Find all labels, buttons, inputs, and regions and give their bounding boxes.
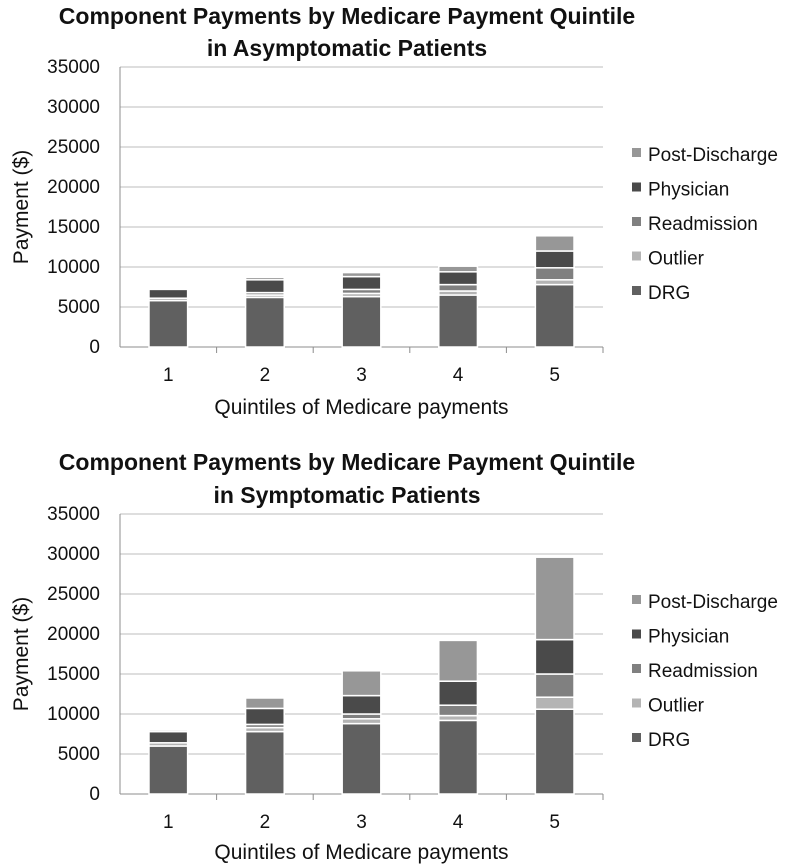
bar-segment-physician [246,708,285,724]
y-tick-label: 25000 [47,137,100,158]
y-tick-label: 5000 [57,744,100,765]
legend-label: Post-Discharge [648,145,778,166]
bar-segment-physician [149,289,188,298]
legend-label: Post-Discharge [648,592,778,613]
legend-swatch [632,664,641,673]
bar-segment-drg [342,724,381,794]
legend-swatch [632,286,641,295]
y-tick-label: 20000 [47,624,100,645]
x-tick-label: 2 [259,365,271,386]
x-axis-label: Quintiles of Medicare payments [214,841,509,864]
bar-segment-physician [535,640,574,674]
bar-segment-post-discharge [439,266,478,272]
bar-segment-drg [439,720,478,794]
bar-segment-physician [439,272,478,285]
bar-segment-post-discharge [342,671,381,696]
chart-title-line: in Symptomatic Patients [213,482,481,508]
legend-label: Physician [648,626,730,648]
bar-segment-outlier [535,697,574,709]
bar-segment-post-discharge [535,236,574,251]
x-tick-label: 1 [163,365,174,386]
bar-segment-post-discharge [246,698,285,708]
bar-segment-post-discharge [342,273,381,277]
legend-label: DRG [648,283,691,304]
bar-segment-readmission [439,285,478,291]
bar-segment-drg [246,732,285,794]
bar-segment-drg [246,297,285,347]
bar-segment-drg [149,301,188,347]
chart-title-line: Component Payments by Medicare Payment Quintile [58,449,636,475]
bar-segment-physician [342,696,381,714]
bar-segment-post-discharge [535,557,574,639]
x-tick-label: 2 [259,812,271,833]
y-tick-label: 10000 [47,704,100,725]
x-tick-label: 3 [356,812,367,833]
y-tick-label: 10000 [47,257,100,278]
y-tick-label: 35000 [47,504,100,525]
bar-segment-post-discharge [439,640,478,681]
y-tick-label: 0 [89,337,100,358]
x-tick-label: 4 [452,365,464,386]
bar-segment-post-discharge [246,277,285,279]
legend-swatch [632,630,641,639]
x-tick-label: 4 [452,812,464,833]
bar-segment-physician [246,280,285,293]
y-axis-label: Payment ($) [10,149,33,265]
legend-swatch [632,595,641,604]
legend-swatch [632,699,641,708]
y-tick-label: 15000 [47,217,100,238]
legend-swatch [632,217,641,226]
legend-label: Readmission [648,214,758,235]
bar-segment-physician [342,277,381,290]
bar-segment-drg [149,746,188,794]
symptomatic-chart [10,449,778,864]
y-tick-label: 35000 [47,57,100,78]
x-tick-label: 3 [356,365,367,386]
legend-label: Physician [648,179,730,201]
legend-label: Outlier [648,695,704,717]
bar-segment-physician [535,251,574,268]
bar-segment-drg [439,295,478,347]
bar-segment-readmission [535,674,574,697]
bar-segment-readmission [439,705,478,715]
y-tick-label: 20000 [47,177,100,198]
legend-label: Readmission [648,661,758,682]
bar-segment-drg [342,297,381,347]
legend-swatch [632,183,641,192]
legend-swatch [632,148,641,157]
bar-segment-drg [535,285,574,347]
bar-segment-physician [439,681,478,705]
legend-swatch [632,252,641,261]
chart-title-line: in Asymptomatic Patients [206,35,488,61]
bar-segment-post-discharge [149,730,188,732]
y-axis-label: Payment ($) [10,596,33,712]
bar-segment-physician [149,732,188,743]
asymptomatic-chart [10,3,778,419]
x-tick-label: 5 [549,812,560,833]
y-tick-label: 5000 [57,297,100,318]
chart-title-line: Component Payments by Medicare Payment Quintile [58,3,636,29]
y-tick-label: 0 [89,784,100,805]
y-tick-label: 30000 [47,544,100,565]
legend-label: DRG [648,730,691,751]
bar-segment-readmission [535,268,574,280]
legend-label: Outlier [648,248,704,270]
x-tick-label: 5 [549,365,560,386]
y-tick-label: 25000 [47,584,100,605]
y-tick-label: 15000 [47,664,100,685]
bar-segment-drg [535,709,574,794]
x-tick-label: 1 [163,812,174,833]
y-tick-label: 30000 [47,97,100,118]
x-axis-label: Quintiles of Medicare payments [214,396,509,419]
legend-swatch [632,733,641,742]
